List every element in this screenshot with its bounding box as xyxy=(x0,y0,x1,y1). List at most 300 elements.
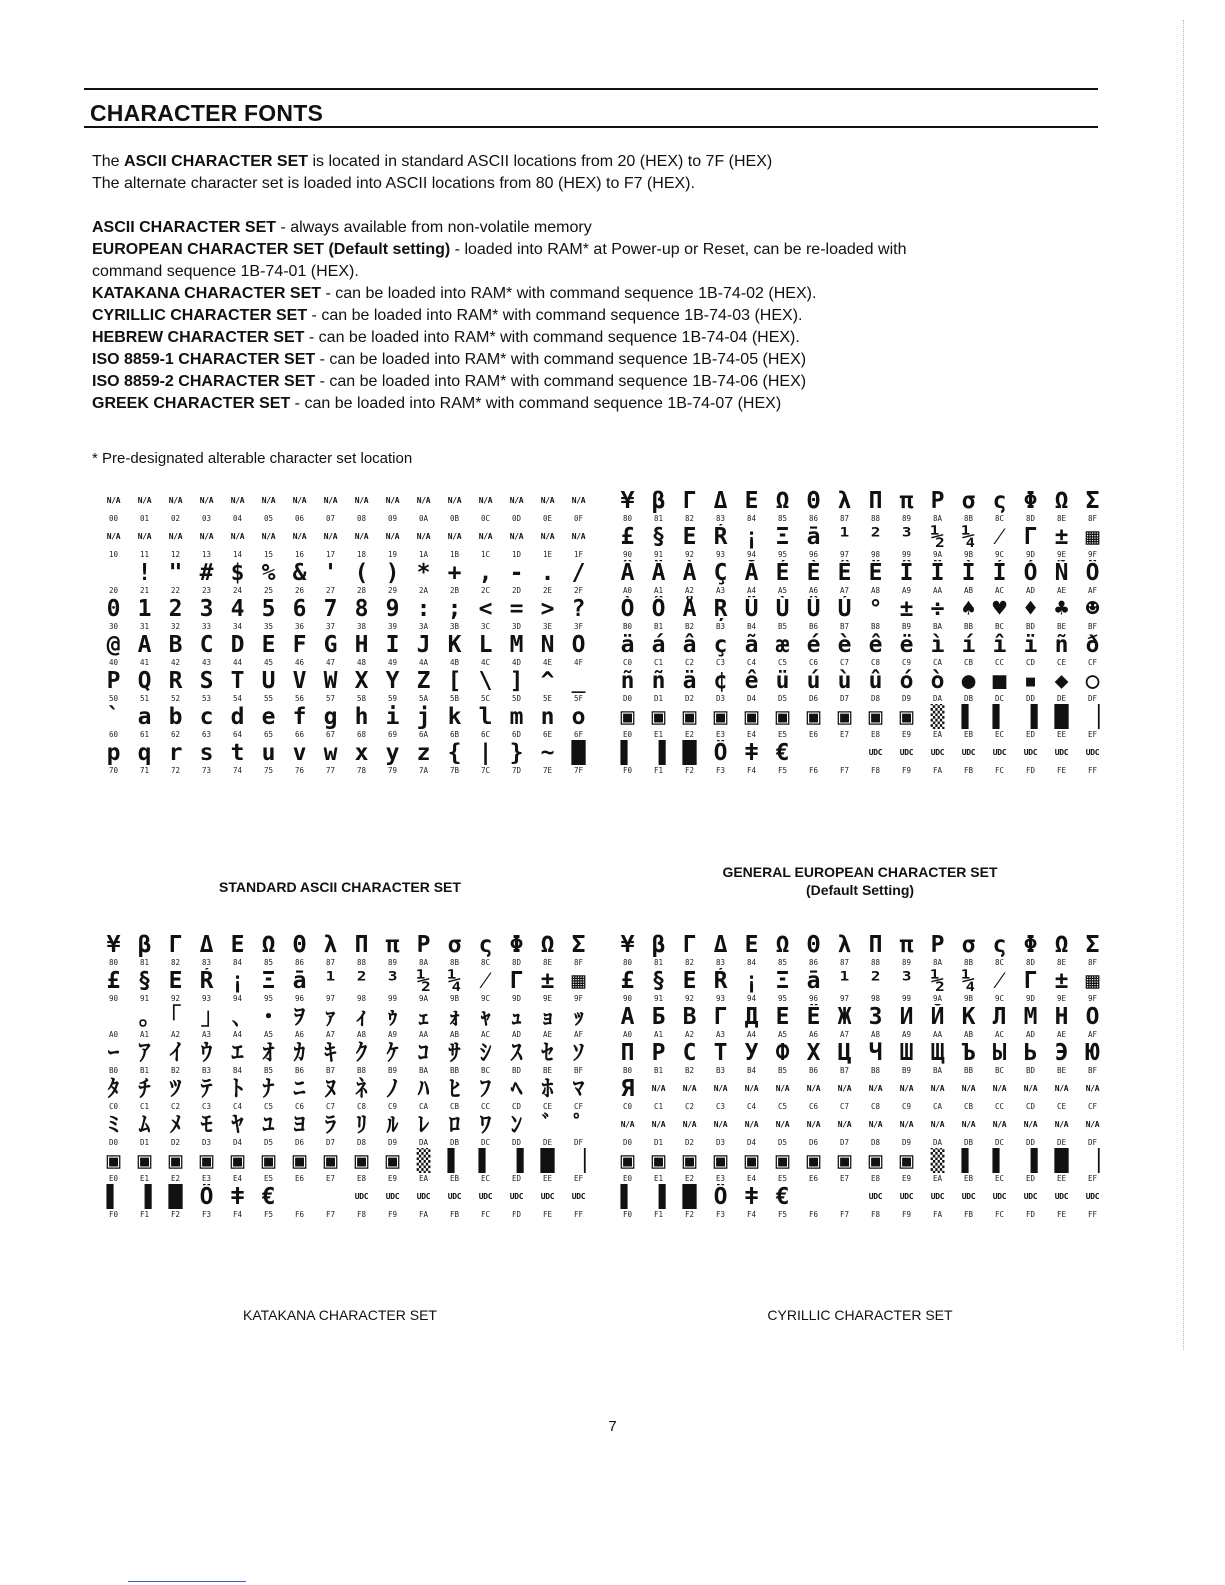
char-glyph: ς xyxy=(992,932,1007,957)
char-glyph: N/A xyxy=(775,1119,790,1129)
char-hex-code: A1 xyxy=(139,1030,150,1039)
char-glyph: ♣ xyxy=(1054,596,1069,621)
char-glyph: Θ xyxy=(806,932,821,957)
char-hex-code: 0D xyxy=(511,514,522,523)
char-hex-code: D8 xyxy=(870,1138,881,1147)
char-glyph: Ö xyxy=(199,1184,214,1209)
footnote-separator xyxy=(128,1581,246,1582)
char-hex-code: BB xyxy=(449,1066,460,1075)
char-glyph: ñ xyxy=(1054,632,1069,657)
char-hex-code: 72 xyxy=(170,766,181,775)
char-glyph: В xyxy=(682,1004,697,1029)
char-hex-code: 18 xyxy=(356,550,367,559)
char-glyph: N/A xyxy=(837,1119,852,1129)
char-glyph: ³ xyxy=(899,524,914,549)
char-hex-code: CB xyxy=(963,658,974,667)
char-hex-code: BF xyxy=(1087,1066,1098,1075)
char-glyph: ｫ xyxy=(448,1004,461,1029)
char-hex-code: BA xyxy=(418,1066,429,1075)
char-glyph: ê xyxy=(868,632,883,657)
char-hex-code: F9 xyxy=(387,1210,398,1219)
char-glyph: s xyxy=(199,740,214,765)
char-glyph: Г xyxy=(713,1004,728,1029)
char-hex-code: E0 xyxy=(108,1174,119,1183)
char-glyph: N/A xyxy=(961,1119,976,1129)
char-hex-code: 3E xyxy=(542,622,553,631)
char-glyph: q xyxy=(137,740,152,765)
char-hex-code: AB xyxy=(963,1030,974,1039)
char-glyph: N/A xyxy=(899,1119,914,1129)
char-glyph: g xyxy=(323,704,338,729)
char-hex-code: D1 xyxy=(653,694,664,703)
char-glyph: ｿ xyxy=(572,1040,585,1065)
char-glyph: ù xyxy=(837,668,852,693)
char-glyph: ▐ xyxy=(137,1184,152,1209)
char-hex-code: 81 xyxy=(653,958,664,967)
char-hex-code: D5 xyxy=(263,1138,274,1147)
char-glyph: ▣ xyxy=(137,1148,152,1173)
char-hex-code: BD xyxy=(511,1066,522,1075)
char-hex-code: D0 xyxy=(108,1138,119,1147)
char-glyph: ﾎ xyxy=(541,1076,554,1101)
char-glyph: | xyxy=(478,740,493,765)
char-glyph: N/A xyxy=(744,1119,759,1129)
char-glyph: * xyxy=(416,560,431,585)
char-glyph: Ì xyxy=(961,560,976,585)
char-glyph: ｮ xyxy=(541,1004,554,1029)
char-glyph: ǂ xyxy=(744,740,759,765)
char-hex-code: FA xyxy=(932,1210,943,1219)
char-glyph: ﾖ xyxy=(293,1112,306,1137)
cyrillic-chart-caption: CYRILLIC CHARACTER SET xyxy=(767,1307,953,1323)
char-glyph: 8 xyxy=(354,596,369,621)
char-hex-code: CD xyxy=(1025,1102,1036,1111)
char-hex-code: 40 xyxy=(108,658,119,667)
char-glyph: Û xyxy=(806,596,821,621)
char-glyph: ﾟ xyxy=(572,1112,585,1137)
set-line-ascii: ASCII CHARACTER SET - always available from non-volatile memory xyxy=(92,219,592,236)
char-glyph: & xyxy=(292,560,307,585)
char-glyph: ﾄ xyxy=(231,1076,244,1101)
char-hex-code: B4 xyxy=(232,1066,243,1075)
char-glyph: N/A xyxy=(651,1119,666,1129)
char-glyph: % xyxy=(261,560,276,585)
char-hex-code: 3C xyxy=(480,622,491,631)
char-glyph: ¥ xyxy=(620,932,635,957)
char-glyph: N/A xyxy=(261,531,276,541)
char-glyph: ā xyxy=(806,968,821,993)
set-line-cyrillic: CYRILLIC CHARACTER SET - can be loaded into RAM* with command sequence 1B-74-03 (HEX). xyxy=(92,307,803,324)
char-glyph: N/A xyxy=(323,495,338,505)
char-glyph: Γ xyxy=(1023,968,1038,993)
char-hex-code: BB xyxy=(963,622,974,631)
char-hex-code: F9 xyxy=(901,1210,912,1219)
char-glyph: ｴ xyxy=(231,1040,244,1065)
char-glyph: П xyxy=(620,1040,635,1065)
char-hex-code: 54 xyxy=(232,694,243,703)
char-glyph: ± xyxy=(1054,524,1069,549)
char-glyph: π xyxy=(899,932,914,957)
char-glyph: e xyxy=(261,704,276,729)
char-hex-code: D4 xyxy=(746,694,757,703)
char-glyph: UDC xyxy=(540,1191,555,1201)
char-hex-code: B7 xyxy=(839,622,850,631)
char-glyph: V xyxy=(292,668,307,693)
char-hex-code: CD xyxy=(511,1102,522,1111)
char-hex-code: B5 xyxy=(777,622,788,631)
char-glyph: æ xyxy=(775,632,790,657)
char-glyph: N/A xyxy=(199,495,214,505)
katakana-chart-caption: KATAKANA CHARACTER SET xyxy=(243,1307,437,1323)
char-glyph: ▪ xyxy=(1023,668,1038,693)
char-hex-code: 41 xyxy=(139,658,150,667)
char-glyph: ▒ xyxy=(930,704,945,729)
char-hex-code: DD xyxy=(511,1138,522,1147)
char-hex-code: C0 xyxy=(622,658,633,667)
char-hex-code: B1 xyxy=(653,622,664,631)
char-glyph: ﾔ xyxy=(231,1112,244,1137)
char-glyph: ǂ xyxy=(744,1184,759,1209)
char-hex-code: FF xyxy=(1087,1210,1098,1219)
char-glyph: ' xyxy=(323,560,338,585)
char-hex-code: 9B xyxy=(963,550,974,559)
char-glyph: ● xyxy=(961,668,976,693)
char-glyph: O xyxy=(571,632,586,657)
char-hex-code: A5 xyxy=(777,586,788,595)
char-glyph: N/A xyxy=(775,1083,790,1093)
char-hex-code: 11 xyxy=(139,550,150,559)
char-hex-code: C1 xyxy=(653,1102,664,1111)
char-glyph: ▣ xyxy=(354,1148,369,1173)
char-glyph: Ж xyxy=(837,1004,852,1029)
char-hex-code: F2 xyxy=(170,1210,181,1219)
char-hex-code: B4 xyxy=(746,622,757,631)
char-hex-code: 55 xyxy=(263,694,274,703)
char-hex-code: 1A xyxy=(418,550,429,559)
char-hex-code: C1 xyxy=(653,658,664,667)
char-glyph: ▣ xyxy=(775,1148,790,1173)
char-glyph: ﾑ xyxy=(138,1112,151,1137)
char-glyph: ▌ xyxy=(961,704,976,729)
char-hex-code: DD xyxy=(1025,694,1036,703)
char-hex-code: 91 xyxy=(653,550,664,559)
char-hex-code: E8 xyxy=(356,1174,367,1183)
char-hex-code: 80 xyxy=(622,958,633,967)
char-hex-code: FE xyxy=(1056,1210,1067,1219)
char-glyph: Ρ xyxy=(930,488,945,513)
char-hex-code: C9 xyxy=(901,658,912,667)
char-glyph: N/A xyxy=(416,531,431,541)
char-glyph: 7 xyxy=(323,596,338,621)
char-glyph: UDC xyxy=(899,747,914,757)
char-glyph: ▣ xyxy=(199,1148,214,1173)
char-hex-code: D4 xyxy=(232,1138,243,1147)
char-hex-code: 97 xyxy=(325,994,336,1003)
char-glyph: j xyxy=(416,704,431,729)
char-hex-code: EE xyxy=(1056,730,1067,739)
char-hex-code: 33 xyxy=(201,622,212,631)
char-glyph: N/A xyxy=(899,1083,914,1093)
char-glyph: ﾌ xyxy=(479,1076,492,1101)
char-hex-code: 9A xyxy=(932,550,943,559)
char-hex-code: 9C xyxy=(994,994,1005,1003)
char-hex-code: 10 xyxy=(108,550,119,559)
char-hex-code: A1 xyxy=(653,1030,664,1039)
char-hex-code: 9B xyxy=(449,994,460,1003)
char-glyph: Ä xyxy=(651,560,666,585)
char-hex-code: 86 xyxy=(808,958,819,967)
char-hex-code: 37 xyxy=(325,622,336,631)
char-hex-code: 42 xyxy=(170,658,181,667)
char-glyph: ｶ xyxy=(293,1040,306,1065)
char-glyph: H xyxy=(354,632,369,657)
char-hex-code: E1 xyxy=(653,730,664,739)
char-glyph xyxy=(798,1184,829,1209)
char-glyph xyxy=(315,1184,346,1209)
char-glyph: Å xyxy=(682,596,697,621)
char-hex-code: 60 xyxy=(108,730,119,739)
char-hex-code: 9E xyxy=(542,994,553,1003)
char-hex-code: B0 xyxy=(108,1066,119,1075)
char-glyph: ｽ xyxy=(510,1040,523,1065)
char-glyph: ¡ xyxy=(744,968,759,993)
intro-line-1: The ASCII CHARACTER SET is located in standard ASCII locations from 20 (HEX) to 7F (HEX) xyxy=(92,153,773,170)
char-glyph: Ñ xyxy=(1054,560,1069,585)
char-glyph: Р xyxy=(651,1040,666,1065)
char-glyph: ｵ xyxy=(262,1040,275,1065)
char-glyph: ì xyxy=(930,632,945,657)
char-hex-code: 88 xyxy=(870,514,881,523)
char-glyph: í xyxy=(961,632,976,657)
char-hex-code: D2 xyxy=(684,694,695,703)
char-hex-code: C3 xyxy=(715,658,726,667)
char-glyph: ^ xyxy=(540,668,555,693)
char-hex-code: EB xyxy=(963,730,974,739)
char-hex-code: 80 xyxy=(622,514,633,523)
char-glyph: Э xyxy=(1054,1040,1069,1065)
char-glyph: N/A xyxy=(416,495,431,505)
char-glyph: ﾒ xyxy=(169,1112,182,1137)
char-hex-code: 8A xyxy=(932,514,943,523)
char-hex-code: 5D xyxy=(511,694,522,703)
char-hex-code: 0E xyxy=(542,514,553,523)
char-hex-code: FD xyxy=(511,1210,522,1219)
char-glyph: UDC xyxy=(930,747,945,757)
char-glyph: ¼ xyxy=(961,968,976,993)
char-hex-code: 00 xyxy=(108,514,119,523)
char-glyph: β xyxy=(137,932,152,957)
char-hex-code: E0 xyxy=(622,1174,633,1183)
char-hex-code: 64 xyxy=(232,730,243,739)
char-hex-code: FA xyxy=(932,766,943,775)
char-hex-code: 50 xyxy=(108,694,119,703)
char-glyph: ê xyxy=(744,668,759,693)
char-glyph: ▕ xyxy=(1085,1148,1100,1173)
char-hex-code: 3D xyxy=(511,622,522,631)
char-hex-code: 2E xyxy=(542,586,553,595)
char-hex-code: 4E xyxy=(542,658,553,667)
char-glyph: UDC xyxy=(1085,1191,1100,1201)
char-hex-code: 8D xyxy=(1025,958,1036,967)
char-glyph: N/A xyxy=(385,495,400,505)
char-glyph: À xyxy=(682,560,697,585)
char-hex-code: 9D xyxy=(1025,550,1036,559)
char-hex-code: 9C xyxy=(994,550,1005,559)
char-hex-code: 56 xyxy=(294,694,305,703)
char-hex-code: DB xyxy=(449,1138,460,1147)
char-hex-code: ED xyxy=(1025,1174,1036,1183)
char-glyph: Ε xyxy=(230,932,245,957)
char-hex-code: 89 xyxy=(901,514,912,523)
char-hex-code: BF xyxy=(1087,622,1098,631)
char-glyph: § xyxy=(651,968,666,993)
char-glyph: é xyxy=(806,632,821,657)
char-glyph: ā xyxy=(806,524,821,549)
european-chart-grid xyxy=(612,488,1112,776)
char-hex-code: 9E xyxy=(1056,994,1067,1003)
char-glyph: € xyxy=(775,740,790,765)
char-hex-code: EF xyxy=(1087,730,1098,739)
char-hex-code: AF xyxy=(1087,586,1098,595)
char-glyph: N/A xyxy=(992,1083,1007,1093)
char-glyph: ▐ xyxy=(651,740,666,765)
char-hex-code: 8D xyxy=(511,958,522,967)
char-glyph: ｦ xyxy=(293,1004,306,1029)
char-hex-code: CA xyxy=(932,1102,943,1111)
char-glyph: N/A xyxy=(509,495,524,505)
char-hex-code: 90 xyxy=(622,550,633,559)
char-glyph: N/A xyxy=(261,495,276,505)
char-glyph: B xyxy=(168,632,183,657)
char-hex-code: 13 xyxy=(201,550,212,559)
char-hex-code: 77 xyxy=(325,766,336,775)
char-glyph: N/A xyxy=(806,1119,821,1129)
char-glyph: ü xyxy=(775,668,790,693)
char-glyph: / xyxy=(571,560,586,585)
char-glyph: z xyxy=(416,740,431,765)
char-glyph: ¡ xyxy=(230,968,245,993)
char-hex-code: 6B xyxy=(449,730,460,739)
char-hex-code: C2 xyxy=(170,1102,181,1111)
char-hex-code: 25 xyxy=(263,586,274,595)
char-glyph: ▣ xyxy=(230,1148,245,1173)
char-glyph: ♠ xyxy=(961,596,976,621)
char-hex-code: C1 xyxy=(139,1102,150,1111)
char-hex-code: AC xyxy=(480,1030,491,1039)
char-hex-code: 9A xyxy=(418,994,429,1003)
char-hex-code: 43 xyxy=(201,658,212,667)
char-hex-code: B9 xyxy=(901,1066,912,1075)
char-hex-code: 76 xyxy=(294,766,305,775)
char-glyph: ½ xyxy=(930,524,945,549)
char-glyph: Д xyxy=(744,1004,759,1029)
char-glyph: . xyxy=(540,560,555,585)
char-glyph: ▌ xyxy=(447,1148,462,1173)
char-hex-code: D3 xyxy=(715,694,726,703)
char-glyph: N/A xyxy=(354,531,369,541)
char-hex-code: A2 xyxy=(684,1030,695,1039)
char-hex-code: 6E xyxy=(542,730,553,739)
char-hex-code: F4 xyxy=(232,1210,243,1219)
char-hex-code: 2C xyxy=(480,586,491,595)
char-hex-code: C8 xyxy=(870,1102,881,1111)
char-hex-code: 93 xyxy=(715,994,726,1003)
char-hex-code: 28 xyxy=(356,586,367,595)
char-glyph xyxy=(829,740,860,765)
char-hex-code: F5 xyxy=(777,766,788,775)
char-glyph: N/A xyxy=(106,531,121,541)
char-glyph: К xyxy=(961,1004,976,1029)
char-glyph: ｷ xyxy=(324,1040,337,1065)
char-hex-code: 45 xyxy=(263,658,274,667)
char-hex-code: CE xyxy=(1056,1102,1067,1111)
char-glyph: ▌ xyxy=(961,1148,976,1173)
char-hex-code: B6 xyxy=(808,622,819,631)
char-hex-code: F0 xyxy=(622,1210,633,1219)
char-glyph: ｯ xyxy=(572,1004,585,1029)
char-hex-code: A9 xyxy=(901,586,912,595)
char-glyph: Ö xyxy=(713,1184,728,1209)
char-hex-code: 8D xyxy=(1025,514,1036,523)
ascii-chart-caption: STANDARD ASCII CHARACTER SET xyxy=(219,879,461,895)
char-glyph: Â xyxy=(620,560,635,585)
char-hex-code: 58 xyxy=(356,694,367,703)
char-glyph: L xyxy=(478,632,493,657)
char-glyph: Ü xyxy=(744,596,759,621)
char-hex-code: 96 xyxy=(294,994,305,1003)
char-glyph: l xyxy=(478,704,493,729)
char-glyph: N/A xyxy=(682,1083,697,1093)
char-hex-code: 83 xyxy=(715,958,726,967)
char-hex-code: 8C xyxy=(994,958,1005,967)
char-glyph: Φ xyxy=(1023,488,1038,513)
char-glyph: ] xyxy=(509,668,524,693)
char-glyph: ▣ xyxy=(899,1148,914,1173)
char-hex-code: FF xyxy=(573,1210,584,1219)
char-glyph: ▌ xyxy=(992,704,1007,729)
char-glyph: UDC xyxy=(1085,747,1100,757)
char-glyph: ｳ xyxy=(200,1040,213,1065)
char-hex-code: D5 xyxy=(777,694,788,703)
char-hex-code: 96 xyxy=(808,550,819,559)
char-hex-code: 5F xyxy=(573,694,584,703)
char-glyph: ﾛ xyxy=(448,1112,461,1137)
char-glyph: ﾚ xyxy=(417,1112,430,1137)
char-hex-code: DE xyxy=(542,1138,553,1147)
char-hex-code: 94 xyxy=(746,994,757,1003)
char-hex-code: 9E xyxy=(1056,550,1067,559)
char-hex-code: BC xyxy=(994,1066,1005,1075)
char-glyph: ♦ xyxy=(1023,596,1038,621)
char-hex-code: B9 xyxy=(901,622,912,631)
char-hex-code: 2B xyxy=(449,586,460,595)
char-glyph: Ê xyxy=(837,560,852,585)
char-glyph: G xyxy=(323,632,338,657)
char-hex-code: F7 xyxy=(839,1210,850,1219)
char-glyph: ﾁ xyxy=(138,1076,151,1101)
char-hex-code: A7 xyxy=(325,1030,336,1039)
character-set-list xyxy=(92,217,1092,415)
char-glyph: ¹ xyxy=(323,968,338,993)
char-glyph: n xyxy=(540,704,555,729)
char-hex-code: 91 xyxy=(653,994,664,1003)
char-glyph: N/A xyxy=(1085,1119,1100,1129)
char-glyph: ³ xyxy=(899,968,914,993)
char-hex-code: D7 xyxy=(839,1138,850,1147)
char-glyph: У xyxy=(744,1040,759,1065)
char-glyph: Ă xyxy=(744,560,759,585)
char-glyph: ◆ xyxy=(1054,668,1069,693)
